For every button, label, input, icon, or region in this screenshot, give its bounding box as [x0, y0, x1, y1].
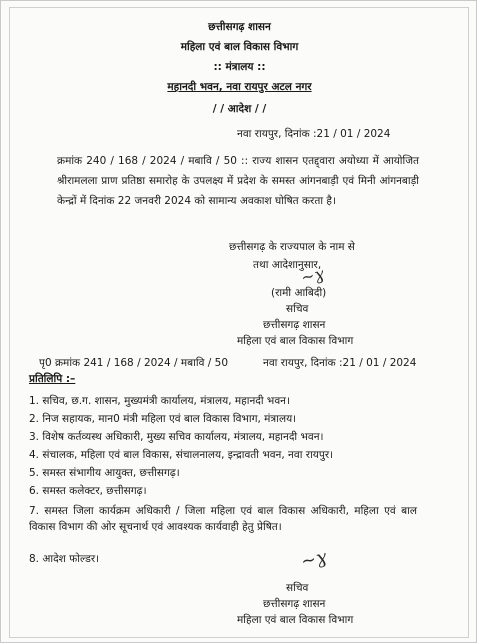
signature-2: ~ɣ — [299, 546, 329, 573]
sign1-dept-1: छत्तीसगढ़ शासन — [263, 319, 326, 331]
header-line-2: महिला एवं बाल विकास विभाग — [180, 41, 299, 53]
sign1-designation: सचिव — [286, 303, 309, 315]
sign1-line-1: छत्तीसगढ़ के राज्यपाल के नाम से — [229, 241, 355, 253]
copy-label: प्रतिलिपि :– — [29, 373, 76, 385]
header-line-1: छत्तीसगढ़ शासन — [208, 21, 271, 33]
copy-item: 1. सचिव, छ.ग. शासन, मुख्यमंत्री कार्यालय, मंत्रालय, महानदी भवन। — [29, 395, 290, 407]
order-title: / / आदेश / / — [212, 103, 267, 115]
page-border — [9, 7, 469, 638]
sign2-dept-1: छत्तीसगढ़ शासन — [263, 598, 326, 610]
signature-1: ~ɣ — [299, 263, 326, 288]
copy-item: 7. समस्त जिला कार्यक्रम अधिकारी / जिला महिला एवं बाल विकास अधिकारी, महिला एवं बाल विकास विभाग की ओर सूचनार्थ एवं आवश्यक कार्यवाही हेतु प्रेषित। — [29, 505, 417, 533]
endorsement-number: पृ0 क्रमांक 241 / 168 / 2024 / मबावि / 50 — [39, 357, 229, 369]
sign1-name: (रामी आबिदी) — [271, 287, 327, 299]
sign1-line-2: तथा आदेशानुसार, — [253, 259, 322, 271]
copy-item: 3. विशेष कर्तव्यस्थ अधिकारी, मुख्य सचिव कार्यालय, मंत्रालय, महानदी भवन। — [29, 431, 324, 443]
sign2-designation: सचिव — [286, 582, 309, 594]
header-line-3: :: मंत्रालय :: — [213, 61, 266, 73]
sign1-dept-2: महिला एवं बाल विकास विभाग — [237, 335, 354, 347]
endorsement-date: नवा रायपुर, दिनांक :21 / 01 / 2024 — [263, 357, 417, 369]
order-paragraph: क्रमांक 240 / 168 / 2024 / मबावि / 50 :: राज्य शासन एतद्द्वारा अयोध्या में आयोजित श्रीरामलला प्राण प्रतिष्ठा समारोह के उपलक्ष्य में प्रदेश के समस्त आंगनबाड़ी एवं मिनी आंगनबाड़ी केन्द्रों में दिनांक 22 जनवरी 2024 को सामान्य अवकाश घोषित करता है। — [57, 155, 419, 207]
copy-item: 4. संचालक, महिला एवं बाल विकास, संचालनालय, इन्द्रावती भवन, नवा रायपुर। — [29, 449, 334, 461]
order-dateline: नवा रायपुर, दिनांक :21 / 01 / 2024 — [237, 128, 391, 140]
copy-item: 5. समस्त संभागीय आयुक्त, छत्तीसगढ़। — [29, 467, 180, 479]
sign2-dept-2: महिला एवं बाल विकास विभाग — [237, 614, 354, 626]
header-line-4: महानदी भवन, नवा रायपुर अटल नगर — [167, 81, 312, 93]
copy-item: 2. निज सहायक, मान0 मंत्री महिला एवं बाल विकास विभाग, मंत्रालय। — [29, 413, 297, 425]
copy-item: 6. समस्त कलेक्टर, छत्तीसगढ़। — [29, 485, 147, 497]
copy-item: 8. आदेश फोल्डर। — [29, 553, 100, 565]
